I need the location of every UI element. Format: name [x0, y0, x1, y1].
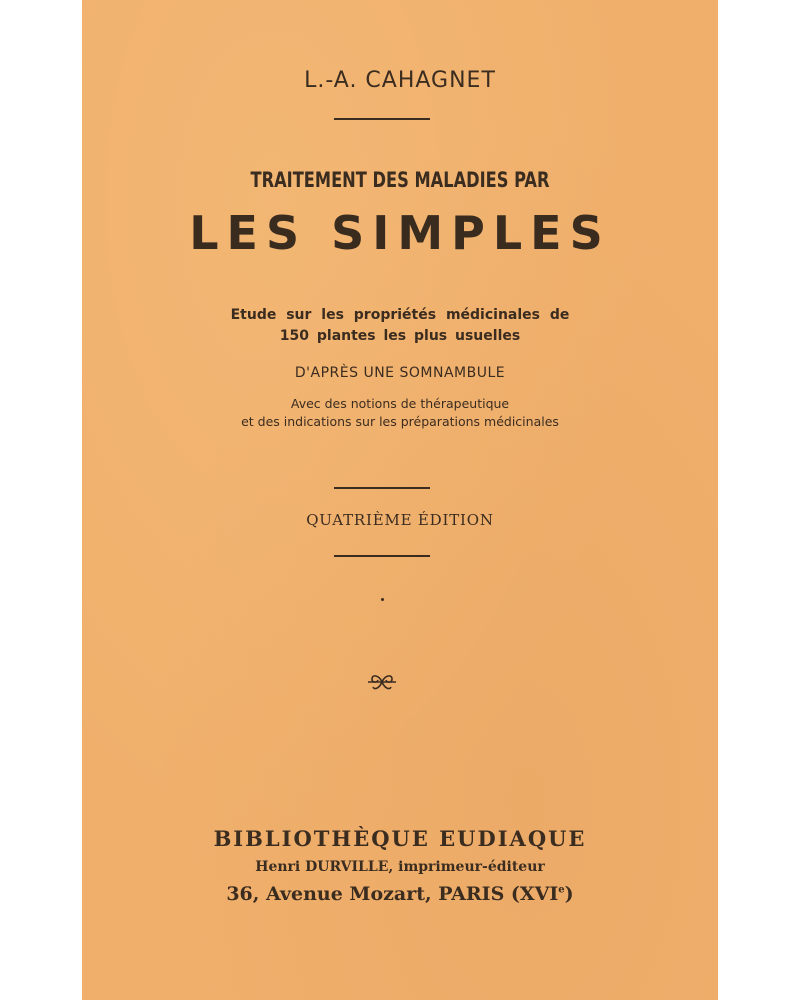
notions-line2: et des indications sur les préparations médicinales: [241, 414, 559, 429]
source-note: D'APRÈS UNE SOMNAMBULE: [294, 365, 506, 381]
divider-rule: [334, 118, 430, 120]
publisher-address: [82, 883, 718, 905]
publisher-name: BIBLIOTHÈQUE EUDIAQUE: [213, 826, 587, 851]
fleuron-ornament-icon: [366, 671, 398, 693]
study-description-line2: 150 plantes les plus usuelles: [279, 328, 521, 344]
printer-line: Henri DURVILLE, imprimeur-éditeur: [255, 859, 545, 875]
study-description-line1: Etude sur les propriétés médicinales de: [230, 307, 570, 323]
divider-rule: [334, 555, 430, 557]
author-name: L.-A. CAHAGNET: [304, 68, 496, 93]
address-close: ): [564, 883, 574, 905]
book-title: LES SIMPLES: [189, 206, 611, 260]
notions-line1: Avec des notions de thérapeutique: [290, 396, 510, 411]
address-text: 36, Avenue Mozart, PARIS (XVI: [226, 883, 559, 905]
edition-label: QUATRIÈME ÉDITION: [306, 511, 494, 529]
divider-rule: [334, 487, 430, 489]
ink-speck: [381, 598, 384, 601]
book-cover: [82, 0, 718, 1000]
book-subtitle: TRAITEMENT DES MALADIES PAR: [250, 168, 550, 192]
address-superscript: e: [558, 884, 565, 896]
